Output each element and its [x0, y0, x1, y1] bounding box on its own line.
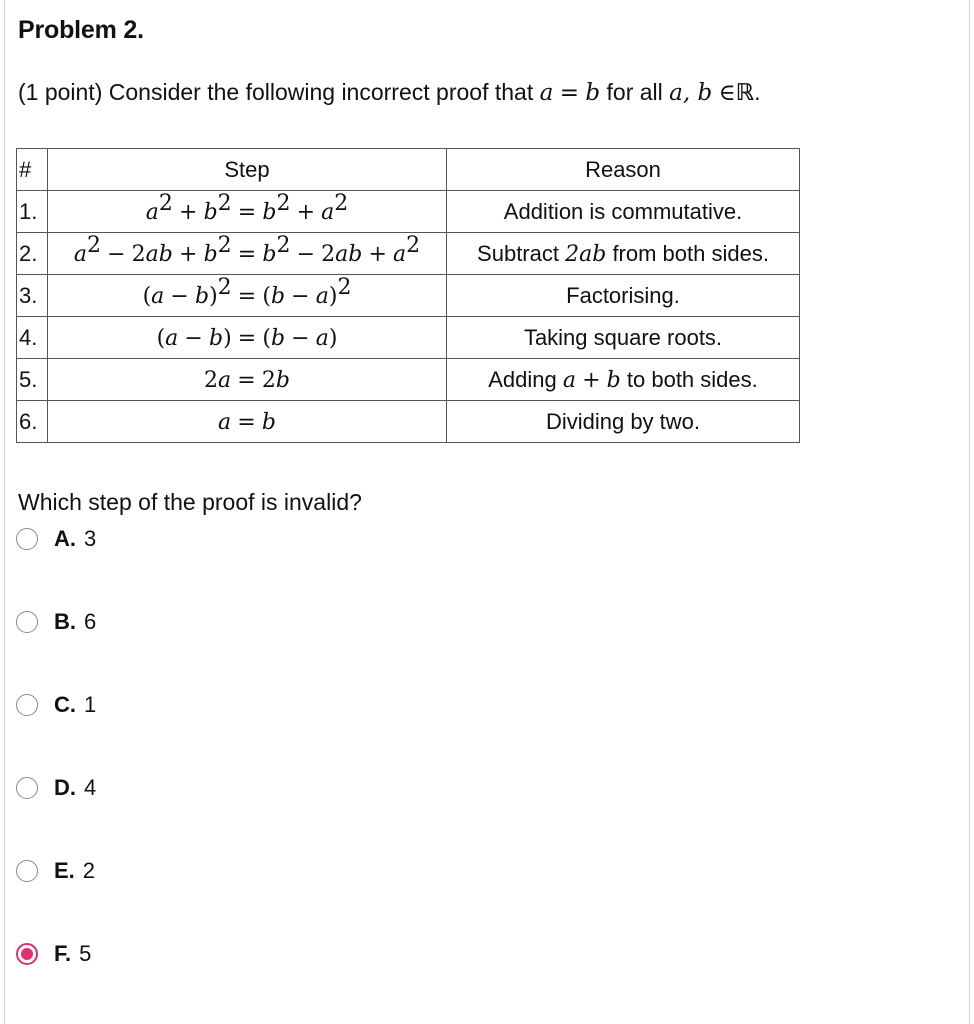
row-step: $a^2 - 2ab + b^2 = b^2 - 2ab + a^2$ [48, 233, 447, 275]
header-step: Step [48, 149, 447, 191]
option-letter: E. [54, 858, 75, 883]
row-step: $a^2 + b^2 = b^2 + a^2$ [48, 191, 447, 233]
row-reason: Addition is commutative. [447, 191, 800, 233]
option-letter: A. [54, 526, 76, 551]
table-row [17, 191, 800, 233]
table-row [17, 233, 800, 275]
intro-end: . [754, 79, 761, 105]
row-reason: Taking square roots. [447, 317, 800, 359]
option-e[interactable] [16, 856, 95, 886]
row-reason: Subtract 2ab from both sides. [447, 233, 800, 275]
option-letter: C. [54, 692, 76, 717]
intro-text: Consider the following incorrect proof that [108, 79, 534, 105]
option-f[interactable] [16, 939, 91, 969]
option-value: 3 [84, 526, 97, 551]
row-step: a = b [48, 401, 447, 443]
radio-button[interactable] [16, 860, 38, 882]
option-d[interactable] [16, 773, 96, 803]
table-row [17, 401, 800, 443]
option-value: 4 [84, 775, 97, 800]
question-text: Which step of the proof is invalid? [18, 489, 362, 515]
radio-button[interactable] [16, 528, 38, 550]
option-c[interactable] [16, 690, 96, 720]
points-label: (1 point) [18, 79, 103, 105]
option-value: 1 [84, 692, 97, 717]
radio-button[interactable] [16, 611, 38, 633]
row-num: 1. [17, 191, 48, 233]
problem-intro [18, 79, 760, 106]
intro-equals: = [559, 80, 579, 106]
table-header-row [17, 149, 800, 191]
option-value: 5 [79, 941, 92, 966]
proof-table [16, 148, 800, 443]
row-step: 2a = 2b [48, 359, 447, 401]
option-value: 6 [84, 609, 97, 634]
row-reason: Adding a + b to both sides. [447, 359, 800, 401]
problem-title: Problem 2. [18, 16, 144, 44]
row-reason: Dividing by two. [447, 401, 800, 443]
row-num: 3. [17, 275, 48, 317]
option-letter: B. [54, 609, 76, 634]
row-step: $(a - b)^2 = (b - a)^2$ [48, 275, 447, 317]
table-row [17, 275, 800, 317]
intro-forall: for all [606, 79, 663, 105]
option-a[interactable] [16, 524, 96, 554]
header-num: # [17, 149, 48, 191]
row-num: 6. [17, 401, 48, 443]
radio-button[interactable] [16, 694, 38, 716]
row-num: 2. [17, 233, 48, 275]
row-num: 4. [17, 317, 48, 359]
intro-var-b: b [585, 80, 601, 106]
option-value: 2 [82, 858, 96, 883]
header-reason: Reason [447, 149, 800, 191]
table-row [17, 359, 800, 401]
option-letter: F. [54, 941, 72, 966]
row-num: 5. [17, 359, 48, 401]
row-step: (a − b) = (b − a) [48, 317, 447, 359]
intro-in: ∈ [718, 80, 736, 106]
reason-math: 2ab [565, 241, 607, 267]
intro-vars: a, b [669, 80, 713, 106]
row-reason: Factorising. [447, 275, 800, 317]
radio-button-selected[interactable] [16, 943, 38, 965]
option-b[interactable] [16, 607, 96, 637]
intro-var-a: a [539, 80, 554, 106]
option-letter: D. [54, 775, 76, 800]
radio-button[interactable] [16, 777, 38, 799]
intro-reals: ℝ [735, 80, 755, 106]
table-row [17, 317, 800, 359]
